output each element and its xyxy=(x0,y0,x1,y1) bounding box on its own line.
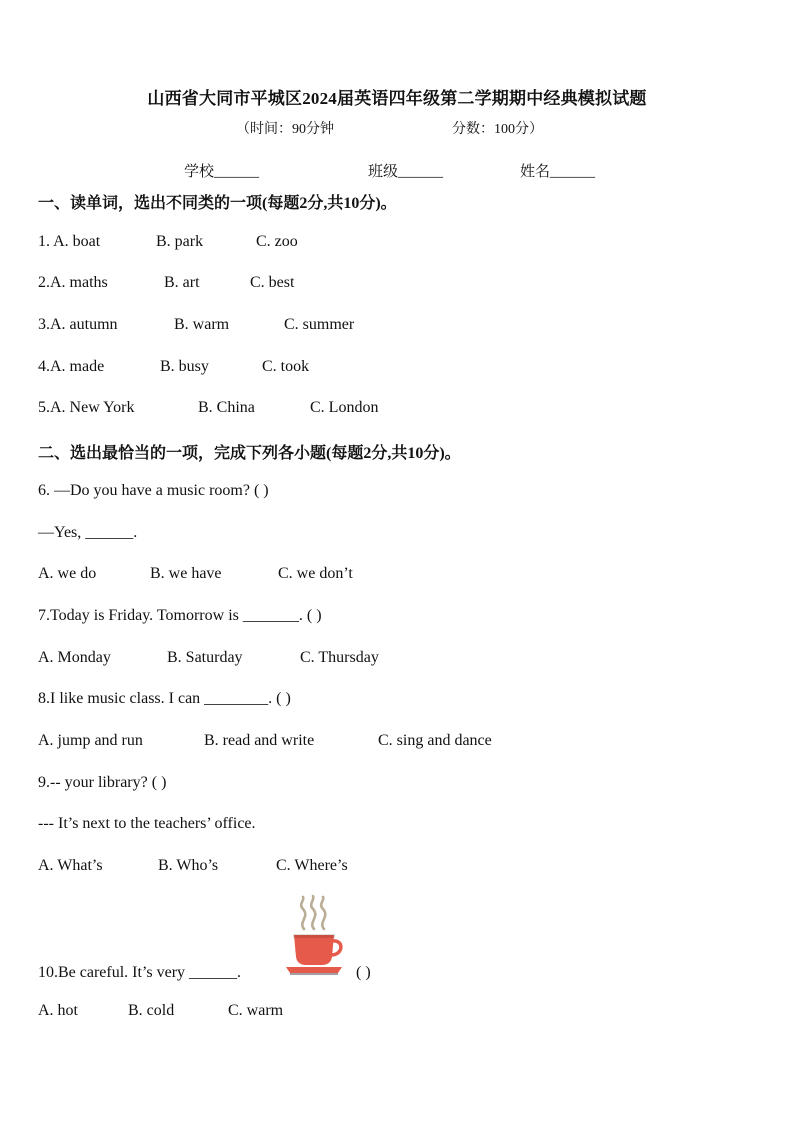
q2-option-b: B. art xyxy=(164,274,200,291)
question-8-stem: 8.I like music class. I can ________. ( ) xyxy=(38,690,291,707)
q6-option-a: A. we do xyxy=(38,565,97,582)
name-field: 姓名______ xyxy=(520,164,596,180)
question-9-answer-line: --- It’s next to the teachers’ office. xyxy=(38,815,256,832)
q4-option-a: 4.A. made xyxy=(38,358,105,375)
q2-option-a: 2.A. maths xyxy=(38,274,108,291)
q1-option-c: C. zoo xyxy=(256,233,298,250)
q8-option-a: A. jump and run xyxy=(38,732,143,749)
q4-option-c: C. took xyxy=(262,358,310,375)
q10-option-c: C. warm xyxy=(228,1002,284,1019)
q5-option-a: 5.A. New York xyxy=(38,399,135,416)
question-7-stem: 7.Today is Friday. Tomorrow is _______. ( ) xyxy=(38,607,322,624)
q3-option-a: 3.A. autumn xyxy=(38,316,118,333)
exam-time: （时间：90分钟 xyxy=(236,122,334,137)
class-field: 班级______ xyxy=(368,164,444,180)
q5-option-c: C. London xyxy=(310,399,379,416)
q9-option-c: C. Where’s xyxy=(276,857,348,874)
q8-option-b: B. read and write xyxy=(204,732,315,749)
q3-option-b: B. warm xyxy=(174,316,230,333)
q10-option-a: A. hot xyxy=(38,1002,78,1019)
q1-option-a: 1. A. boat xyxy=(38,233,101,250)
q10-option-b: B. cold xyxy=(128,1002,175,1019)
q7-option-c: C. Thursday xyxy=(300,649,379,666)
q9-option-a: A. What’s xyxy=(38,857,103,874)
section-1-heading: 一、读单词，选出不同类的一项(每题2分,共10分)。 xyxy=(38,195,397,212)
q1-option-b: B. park xyxy=(156,233,204,250)
q2-option-c: C. best xyxy=(250,274,295,291)
question-9-stem: 9.-- your library? ( ) xyxy=(38,774,167,791)
question-10-answer-paren: ( ) xyxy=(356,964,371,981)
q7-option-b: B. Saturday xyxy=(167,649,243,666)
question-6-stem: 6. —Do you have a music room? ( ) xyxy=(38,482,269,499)
exam-score: 分数：100分） xyxy=(452,122,543,137)
question-10-stem: 10.Be careful. It’s very ______. xyxy=(38,964,242,981)
q9-option-b: B. Who’s xyxy=(158,857,219,874)
q3-option-c: C. summer xyxy=(284,316,355,333)
q8-option-c: C. sing and dance xyxy=(378,732,492,749)
school-field: 学校______ xyxy=(184,164,260,180)
q6-option-b: B. we have xyxy=(150,565,222,582)
section-2-heading: 二、选出最恰当的一项，完成下列各小题(每题2分,共10分)。 xyxy=(38,445,461,462)
q5-option-b: B. China xyxy=(198,399,255,416)
q4-option-b: B. busy xyxy=(160,358,209,375)
q6-option-c: C. we don’t xyxy=(278,565,353,582)
hot-cup-icon xyxy=(284,895,346,977)
question-6-answer-line: —Yes, ______. xyxy=(38,524,138,541)
page-title: 山西省大同市平城区2024届英语四年级第二学期期中经典模拟试题 xyxy=(147,89,647,108)
q7-option-a: A. Monday xyxy=(38,649,111,666)
steam-icon xyxy=(301,896,325,929)
